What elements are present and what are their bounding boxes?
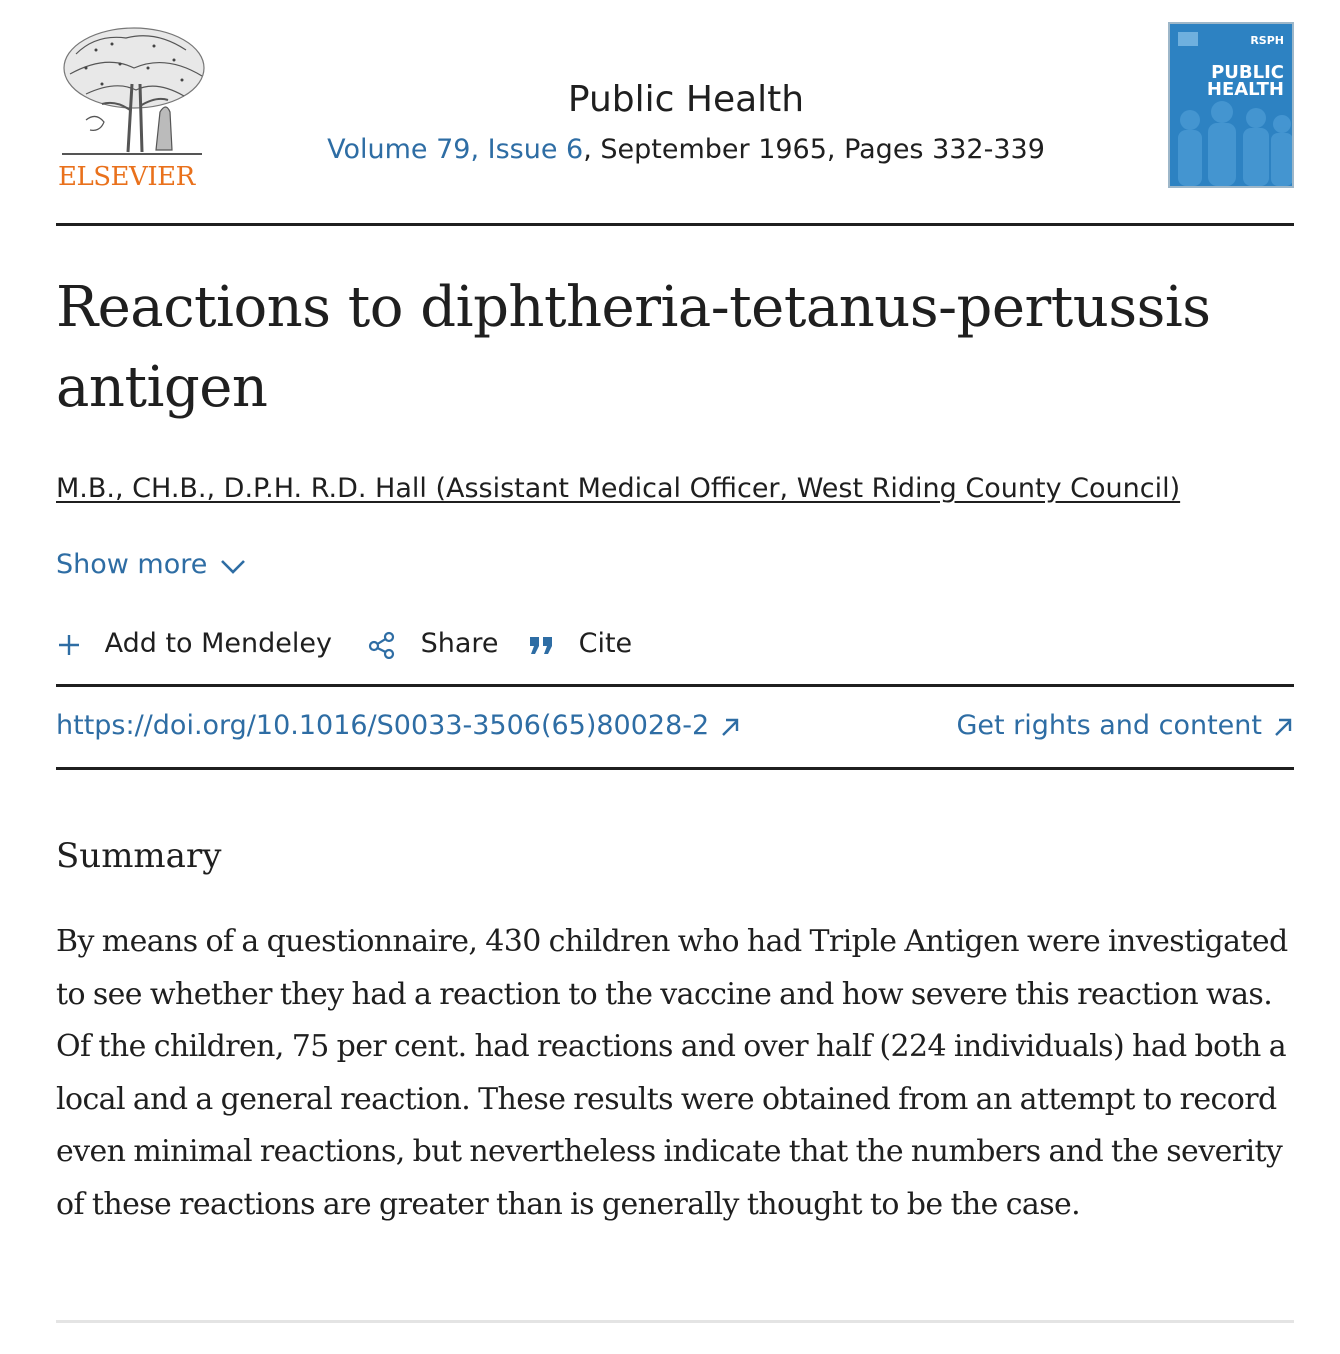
elsevier-wordmark: ELSEVIER [58, 162, 195, 192]
cover-crowd-icon [1170, 24, 1292, 186]
cite-label: Cite [578, 628, 633, 659]
summary-text: By means of a questionnaire, 430 children who had Triple Antigen were investigated to see whether they had a reaction to the vaccine and how severe this reaction was. Of the children, 75 per cent. had reactions and over half (224 individuals) had both a local and a general reaction. These results were obtained from an attempt to record even minimal reactions, but nevertheless indicate that the numbers and the severity of these reactions are greater than is generally thought to be the case. [56, 924, 1288, 1222]
article-page [56, 0, 1294, 1354]
article-title: Reactions to diphtheria-tetanus-pertussis antigen [56, 275, 1211, 420]
share-icon [368, 631, 396, 659]
actions-divider [56, 684, 1294, 687]
elsevier-logo[interactable] [56, 24, 208, 192]
external-link-icon [1272, 716, 1294, 738]
elsevier-tree-icon [56, 24, 208, 160]
add-to-mendeley-button[interactable] [56, 624, 332, 664]
section-divider [56, 1320, 1294, 1323]
cover-title-line2: HEALTH [1206, 79, 1284, 100]
chevron-down-icon [219, 557, 247, 575]
journal-meta [326, 128, 1046, 172]
get-rights-link[interactable] [956, 706, 1294, 746]
journal-cover[interactable] [1168, 22, 1294, 188]
header-divider [56, 223, 1294, 226]
doi-link[interactable] [56, 706, 741, 746]
journal-info [326, 76, 1046, 172]
external-link-icon [719, 716, 741, 738]
cite-button[interactable] [528, 624, 632, 664]
cover-title-line1: PUBLIC [1211, 62, 1284, 83]
show-more-label: Show more [56, 549, 208, 580]
doi-text: https://doi.org/10.1016/S0033-3506(65)80028-2 [56, 710, 710, 741]
show-more-button[interactable] [56, 546, 247, 584]
quote-icon [528, 633, 556, 657]
add-to-mendeley-label: Add to Mendeley [104, 628, 332, 659]
cover-title [1207, 64, 1284, 98]
doi-divider [56, 767, 1294, 770]
summary-heading: Summary [56, 836, 222, 876]
date-pages: , September 1965, Pages 332-339 [583, 134, 1045, 165]
author-list[interactable] [56, 470, 1180, 508]
share-button[interactable] [368, 624, 499, 664]
get-rights-label: Get rights and content [956, 710, 1262, 741]
volume-issue-link[interactable]: Volume 79, Issue 6 [327, 134, 584, 165]
journal-title[interactable]: Public Health [567, 79, 805, 120]
share-label: Share [420, 628, 499, 659]
cover-badge: RSPH [1250, 34, 1284, 47]
author-link[interactable]: M.B., CH.B., D.P.H. R.D. Hall (Assistant Medical Officer, West Riding County Council) [56, 473, 1181, 504]
plus-icon [56, 632, 82, 658]
